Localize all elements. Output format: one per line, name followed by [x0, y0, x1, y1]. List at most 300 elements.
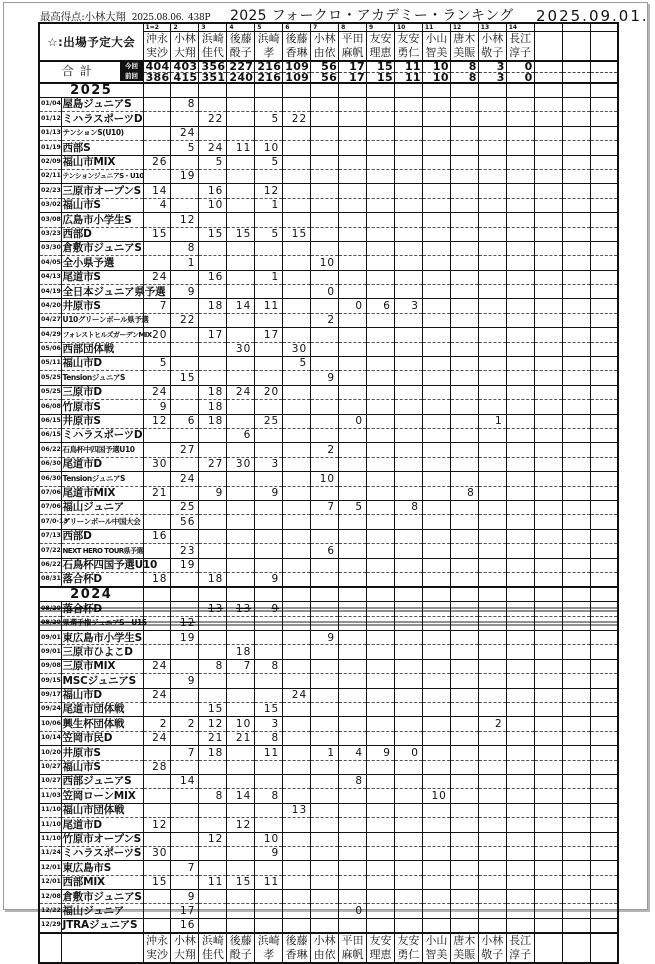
score-cell [590, 774, 618, 788]
score-cell [562, 198, 590, 212]
score-cell [450, 918, 478, 933]
score-cell [394, 486, 422, 500]
score-cell: 1 [478, 414, 506, 428]
score-cell [227, 112, 255, 126]
blank-header-cell [562, 23, 590, 61]
ranking-table [38, 22, 619, 964]
total-previous: 15 [377, 70, 393, 84]
score-cell [422, 371, 450, 385]
score-cell [339, 803, 367, 817]
score-cell [478, 529, 506, 543]
score-cell [367, 846, 395, 860]
score-cell: 11 [255, 299, 283, 313]
score-cell [394, 631, 422, 645]
score-cell [339, 213, 367, 227]
score-cell: 15 [255, 703, 283, 717]
score-cell: 5 [199, 155, 227, 169]
player-given-name: 由依 [313, 948, 336, 962]
score-cell [450, 645, 478, 659]
score-cell [562, 774, 590, 788]
event-row [39, 760, 618, 774]
player-footer-cell [422, 933, 450, 963]
score-cell [283, 875, 311, 889]
score-cell [506, 184, 534, 198]
score-cell [534, 328, 562, 342]
score-cell [562, 631, 590, 645]
score-cell [171, 270, 199, 284]
score-cell [367, 616, 395, 630]
year-row [39, 83, 618, 98]
score-cell [506, 169, 534, 183]
score-cell [506, 529, 534, 543]
score-cell: 6 [171, 414, 199, 428]
score-cell [450, 198, 478, 212]
player-family-name: 唐木 [453, 934, 476, 948]
score-cell [367, 198, 395, 212]
score-cell [478, 486, 506, 500]
score-cell [283, 141, 311, 155]
event-date: 05/11 [39, 357, 61, 371]
score-cell [367, 342, 395, 356]
score-cell [199, 371, 227, 385]
score-cell [562, 659, 590, 673]
player-footer-cell [394, 933, 422, 963]
score-cell [506, 400, 534, 414]
previous-tag: 前回 [121, 72, 143, 82]
score-cell [478, 558, 506, 572]
score-cell [506, 285, 534, 299]
score-cell [255, 529, 283, 543]
score-cell: 22 [283, 112, 311, 126]
score-cell: 15 [143, 227, 171, 241]
score-cell [506, 904, 534, 918]
score-cell [311, 270, 339, 284]
score-cell: 22 [171, 313, 199, 327]
score-cell [227, 703, 255, 717]
score-cell [367, 213, 395, 227]
total-cell [199, 61, 227, 83]
score-cell [562, 746, 590, 760]
empty-cell [199, 83, 227, 98]
score-cell [478, 400, 506, 414]
score-cell [255, 342, 283, 356]
score-cell [506, 774, 534, 788]
score-cell: 9 [255, 572, 283, 587]
rank-number: 2 [171, 24, 198, 32]
player-name [339, 32, 366, 60]
event-name: 落合杯D [61, 602, 143, 616]
score-cell [450, 155, 478, 169]
player-given-name: 理恵 [369, 948, 392, 962]
score-cell [339, 256, 367, 270]
score-cell [422, 299, 450, 313]
event-date: 06/30 [39, 457, 61, 471]
score-cell [311, 832, 339, 846]
score-cell: 10 [255, 141, 283, 155]
score-cell [283, 918, 311, 933]
score-cell [562, 904, 590, 918]
score-cell: 19 [171, 631, 199, 645]
score-cell: 12 [199, 717, 227, 731]
score-cell: 27 [199, 457, 227, 471]
score-cell [283, 529, 311, 543]
score-cell [283, 198, 311, 212]
event-name: 興生杯団体戦 [61, 717, 143, 731]
score-cell: 12 [255, 184, 283, 198]
total-previous: 216 [257, 70, 282, 84]
score-cell [171, 760, 199, 774]
score-cell [450, 342, 478, 356]
event-row [39, 645, 618, 659]
score-cell [283, 371, 311, 385]
score-cell [339, 890, 367, 904]
empty-cell [590, 587, 618, 602]
score-cell [367, 631, 395, 645]
score-cell [283, 184, 311, 198]
score-cell [478, 875, 506, 889]
total-current: 216 [255, 62, 282, 73]
score-cell: 7 [227, 659, 255, 673]
score-cell [590, 832, 618, 846]
player-footer-cell [171, 933, 199, 963]
score-cell [339, 385, 367, 399]
score-cell [478, 645, 506, 659]
score-cell [339, 558, 367, 572]
score-cell [143, 112, 171, 126]
total-cell [562, 61, 590, 83]
score-cell [227, 486, 255, 500]
score-cell [311, 688, 339, 702]
score-cell: 24 [227, 385, 255, 399]
event-name: 東広島市小学生S [62, 631, 142, 644]
player-footer-cell [311, 933, 339, 963]
score-cell [227, 616, 255, 630]
score-cell [422, 832, 450, 846]
score-cell: 11 [255, 875, 283, 889]
total-cell [450, 61, 478, 83]
event-row [39, 472, 618, 486]
score-cell [590, 270, 618, 284]
score-cell [283, 572, 311, 587]
score-cell [394, 328, 422, 342]
score-cell [534, 457, 562, 471]
player-given-name: 敬子 [481, 948, 504, 962]
score-cell [534, 659, 562, 673]
score-cell [562, 731, 590, 745]
event-row [39, 342, 618, 356]
score-cell [506, 861, 534, 875]
event-date: 03/08 [39, 213, 61, 227]
score-cell [422, 731, 450, 745]
event-name: 広島市小学生S [61, 213, 143, 227]
event-date: 09/17 [39, 688, 61, 702]
event-row [39, 890, 618, 904]
score-cell [339, 313, 367, 327]
event-name: 井原市S [61, 299, 143, 313]
score-cell: 24 [143, 659, 171, 673]
score-cell [367, 227, 395, 241]
score-cell [478, 443, 506, 457]
score-cell [394, 731, 422, 745]
empty-cell [255, 587, 283, 602]
player-footer-cell [367, 933, 395, 963]
score-cell [199, 443, 227, 457]
player-name [395, 32, 422, 60]
player-family-name: 小林 [313, 934, 336, 948]
score-cell [450, 443, 478, 457]
total-current: 17 [339, 62, 366, 73]
score-cell [367, 457, 395, 471]
score-cell [311, 299, 339, 313]
score-cell [171, 457, 199, 471]
player-footer-cell [199, 933, 227, 963]
score-cell [590, 688, 618, 702]
player-family-name: 友安 [369, 934, 392, 948]
player-name [423, 934, 450, 962]
score-cell [143, 141, 171, 155]
score-cell [534, 846, 562, 860]
event-date: 07/0-13 [39, 515, 61, 529]
score-cell: 2 [143, 717, 171, 731]
score-cell: 17 [171, 904, 199, 918]
event-date: 11/10 [39, 832, 61, 846]
score-cell: 0 [394, 746, 422, 760]
event-name: 屋島ジュニアS [61, 98, 143, 112]
score-cell [227, 846, 255, 860]
event-date: 06/08 [39, 400, 61, 414]
rank-number: 10 [395, 24, 422, 32]
player-family-name: 沖永 [145, 32, 168, 45]
score-cell [283, 760, 311, 774]
score-cell [339, 572, 367, 587]
current-tag: 今回 [121, 62, 143, 72]
score-cell: 24 [143, 270, 171, 284]
event-name: 三原市D [61, 385, 143, 399]
score-cell [506, 155, 534, 169]
score-cell [394, 904, 422, 918]
score-cell: 14 [227, 789, 255, 803]
score-cell [227, 760, 255, 774]
score-cell [562, 385, 590, 399]
score-cell [227, 357, 255, 371]
score-cell: 21 [143, 486, 171, 500]
player-name [367, 32, 394, 60]
player-family-name: 後藤 [229, 32, 252, 45]
score-cell [478, 774, 506, 788]
score-cell [478, 155, 506, 169]
rank-number [535, 24, 562, 32]
score-cell [255, 256, 283, 270]
score-cell [422, 285, 450, 299]
score-cell [450, 428, 478, 442]
total-current [535, 62, 562, 73]
score-cell [450, 904, 478, 918]
score-cell [590, 703, 618, 717]
score-cell [339, 861, 367, 875]
event-row [39, 659, 618, 673]
score-cell [394, 256, 422, 270]
score-cell: 7 [143, 299, 171, 313]
score-cell [422, 486, 450, 500]
event-row [39, 631, 618, 645]
player-name [144, 32, 171, 60]
empty-cell [422, 587, 450, 602]
score-cell: 7 [171, 861, 199, 875]
score-cell [171, 602, 199, 616]
score-cell [562, 861, 590, 875]
event-row [39, 846, 618, 860]
event-name: 石鳥杯中四国予選U10 [61, 443, 143, 457]
score-cell [450, 703, 478, 717]
score-cell [143, 126, 171, 140]
event-name: ミハラスポーツD [62, 429, 143, 442]
event-row [39, 126, 618, 140]
score-cell [394, 213, 422, 227]
score-cell [283, 472, 311, 486]
score-cell [506, 746, 534, 760]
score-cell [394, 918, 422, 933]
score-cell [590, 385, 618, 399]
score-cell [367, 875, 395, 889]
score-cell: 9 [171, 285, 199, 299]
score-cell [422, 98, 450, 112]
score-cell [171, 198, 199, 212]
score-cell [450, 544, 478, 558]
score-cell [227, 904, 255, 918]
player-footer-cell [143, 933, 171, 963]
score-cell [339, 141, 367, 155]
score-cell [311, 645, 339, 659]
score-cell [590, 400, 618, 414]
score-cell [199, 818, 227, 832]
score-cell [506, 803, 534, 817]
score-cell [255, 616, 283, 630]
score-cell [422, 572, 450, 587]
score-cell [311, 515, 339, 529]
score-cell [283, 428, 311, 442]
player-given-name: 実沙 [145, 46, 168, 59]
score-cell: 3 [255, 717, 283, 731]
score-cell [562, 256, 590, 270]
score-cell [283, 285, 311, 299]
score-cell [283, 256, 311, 270]
score-cell [590, 602, 618, 616]
score-cell: 19 [171, 169, 199, 183]
event-name: 県選手権ジュニアS・U15 [61, 616, 143, 630]
score-cell [199, 861, 227, 875]
empty-cell [339, 83, 367, 98]
event-row [39, 803, 618, 817]
player-name [395, 934, 422, 962]
score-cell [478, 803, 506, 817]
score-cell [311, 357, 339, 371]
event-name: NEXT HERO TOUR県予選 [61, 544, 143, 558]
score-cell [394, 472, 422, 486]
score-cell [534, 299, 562, 313]
score-cell [283, 443, 311, 457]
score-cell [283, 126, 311, 140]
rank-number: 3 [199, 24, 226, 32]
score-cell [534, 169, 562, 183]
score-cell [562, 529, 590, 543]
score-cell: 2 [311, 313, 339, 327]
player-name [199, 32, 226, 60]
event-date: 07/22 [39, 544, 61, 558]
score-cell [171, 731, 199, 745]
score-cell: 5 [255, 112, 283, 126]
event-date: 03/02 [39, 198, 61, 212]
score-cell: 30 [143, 457, 171, 471]
totals-tags [120, 62, 143, 81]
score-cell [199, 803, 227, 817]
score-cell [534, 760, 562, 774]
score-cell [478, 98, 506, 112]
total-cell [478, 61, 506, 83]
score-cell [311, 155, 339, 169]
score-cell [367, 256, 395, 270]
score-cell [394, 760, 422, 774]
score-cell [283, 299, 311, 313]
score-cell [255, 861, 283, 875]
score-cell [394, 659, 422, 673]
score-cell [422, 198, 450, 212]
empty-cell [422, 83, 450, 98]
event-date: 05/25 [39, 371, 61, 385]
score-cell [506, 616, 534, 630]
score-cell: 9 [255, 486, 283, 500]
score-cell [367, 112, 395, 126]
score-cell [450, 890, 478, 904]
score-cell [590, 486, 618, 500]
score-cell [171, 385, 199, 399]
score-cell [562, 227, 590, 241]
player-given-name: 勇仁 [397, 948, 420, 962]
player-family-name: 友安 [397, 934, 420, 948]
score-cell [311, 789, 339, 803]
empty-cell [283, 83, 311, 98]
event-name: 東広島市S [61, 861, 143, 875]
score-cell [450, 328, 478, 342]
score-cell [199, 213, 227, 227]
empty-cell [199, 587, 227, 602]
player-header-cell [367, 23, 395, 61]
event-row [39, 443, 618, 457]
total-current: 11 [395, 62, 422, 73]
player-name [227, 32, 254, 60]
score-cell [450, 861, 478, 875]
score-cell [394, 774, 422, 788]
score-cell [562, 414, 590, 428]
player-given-name: 香琳 [285, 948, 308, 962]
score-cell [283, 602, 311, 616]
score-cell [478, 241, 506, 255]
score-cell [422, 674, 450, 688]
score-cell: 9 [311, 631, 339, 645]
score-cell: 19 [171, 558, 199, 572]
event-date: 12/01 [39, 861, 61, 875]
score-cell [171, 184, 199, 198]
score-cell [590, 155, 618, 169]
player-given-name: 美賑 [453, 46, 476, 59]
score-cell: 18 [227, 645, 255, 659]
event-date: 02/09 [39, 155, 61, 169]
score-cell [422, 645, 450, 659]
score-cell [199, 631, 227, 645]
event-row [39, 155, 618, 169]
score-cell [562, 328, 590, 342]
score-cell [534, 631, 562, 645]
score-cell [367, 529, 395, 543]
